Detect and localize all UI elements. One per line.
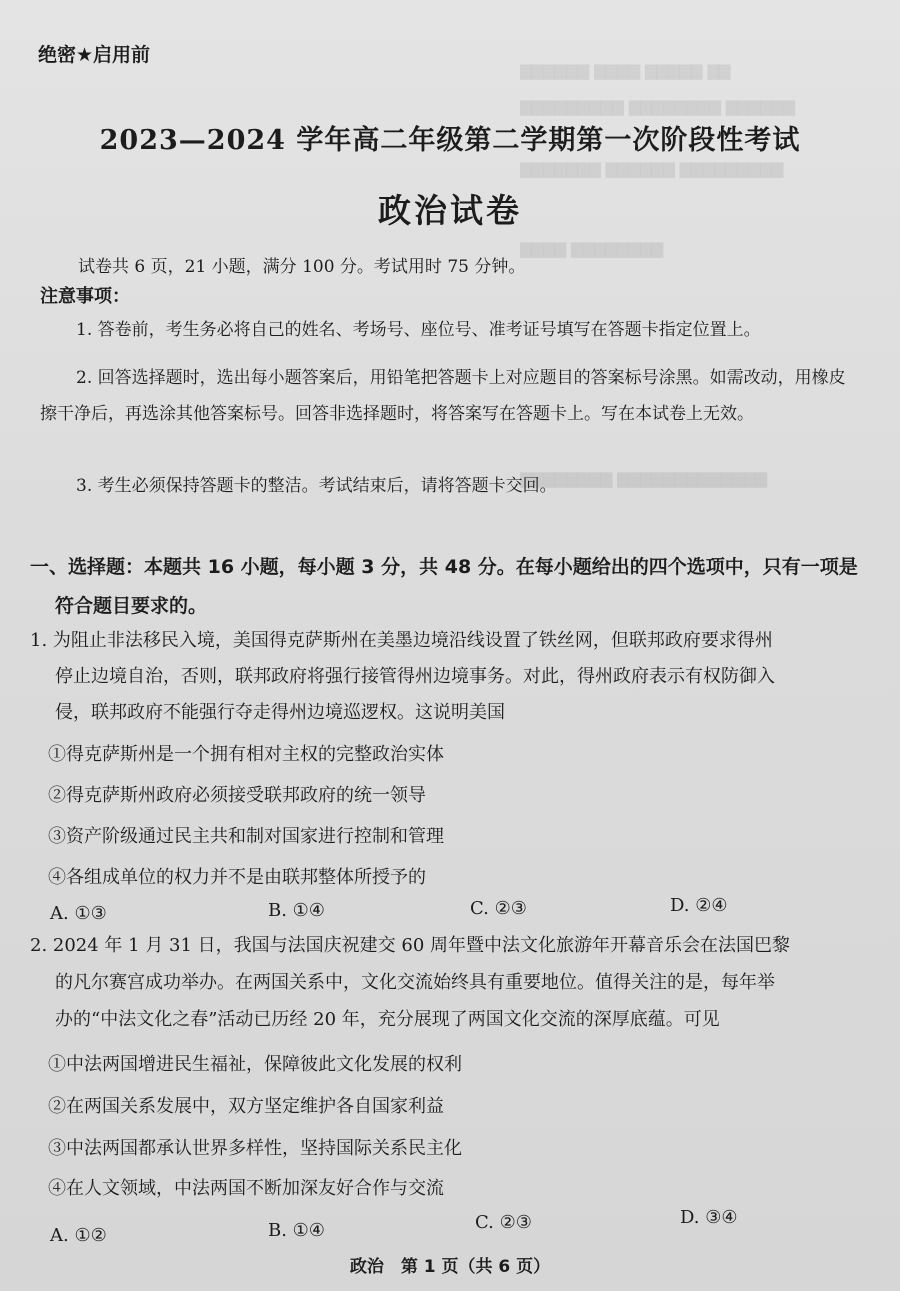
section-heading-line2: 符合题目要求的。	[55, 595, 208, 617]
question-2-option: ②在两国关系发展中，双方坚定维护各自国家利益	[48, 1096, 444, 1117]
show-through-texture: ▇▇▇▇ ▇▇▇▇▇▇▇▇	[520, 240, 664, 258]
exam-info: 试卷共 6 页，21 小题，满分 100 分。考试用时 75 分钟。	[78, 257, 526, 277]
question-2-option: ③中法两国都承认世界多样性，坚持国际关系民主化	[48, 1138, 462, 1159]
section-heading	[30, 548, 860, 626]
question-2-option: ④在人文领域，中法两国不断加深友好合作与交流	[48, 1178, 444, 1199]
question-1-choice-c: C. ②③	[470, 898, 527, 919]
exam-subject-title: 政治试卷	[378, 191, 522, 230]
question-2-choice-a: A. ①②	[50, 1225, 107, 1246]
note-item: 1. 答卷前，考生务必将自己的姓名、考场号、座位号、准考证号填写在答题卡指定位置上。	[76, 320, 761, 340]
show-through-texture: ▇▇▇▇▇▇▇▇▇ ▇▇▇▇▇▇▇▇ ▇▇▇▇▇▇	[520, 98, 795, 116]
question-1-stem-line: 侵，联邦政府不能强行夺走得州边境巡逻权。这说明美国	[55, 702, 505, 723]
question-1-option: ④各组成单位的权力并不是由联邦整体所授予的	[48, 867, 426, 888]
question-2-stem-line: 2. 2024 年 1 月 31 日，我国与法国庆祝建交 60 周年暨中法文化旅游年开幕音乐会在法国巴黎	[30, 935, 791, 956]
question-2-stem-line: 办的“中法文化之春”活动已历经 20 年，充分展现了两国文化交流的深厚底蕴。可见	[55, 1009, 720, 1030]
show-through-texture: ▇▇▇▇▇▇ ▇▇▇▇ ▇▇▇▇▇ ▇▇	[520, 62, 731, 80]
show-through-texture: ▇▇▇▇▇▇▇ ▇▇▇▇▇▇ ▇▇▇▇▇▇▇▇▇	[520, 160, 784, 178]
note-item: 3. 考生必须保持答题卡的整洁。考试结束后，请将答题卡交回。	[76, 476, 557, 496]
question-2-option: ①中法两国增进民生福祉，保障彼此文化发展的权利	[48, 1054, 462, 1075]
question-2-stem-line: 的凡尔赛宫成功举办。在两国关系中，文化交流始终具有重要地位。值得关注的是，每年举	[55, 972, 775, 993]
question-2-choice-d: D. ③④	[680, 1207, 738, 1228]
question-1-option: ②得克萨斯州政府必须接受联邦政府的统一领导	[48, 785, 426, 806]
note-item: 2. 回答选择题时，选出每小题答案后，用铅笔把答题卡上对应题目的答案标号涂黑。如需改动，用橡皮擦干净后，再选涂其他答案标号。回答非选择题时，将答案写在答题卡上。写在本试卷上无效。	[40, 368, 846, 424]
confidential-label: 绝密★启用前	[38, 44, 151, 66]
question-2-choice-c: C. ②③	[475, 1212, 532, 1233]
show-through-texture: ▇▇▇▇▇▇▇▇ ▇▇▇▇▇▇▇▇▇▇▇▇▇	[520, 470, 768, 488]
question-1-option: ①得克萨斯州是一个拥有相对主权的完整政治实体	[48, 744, 444, 765]
question-1-choice-d: D. ②④	[670, 895, 728, 916]
notes-title: 注意事项：	[40, 286, 130, 307]
question-2-choice-b: B. ①④	[268, 1220, 325, 1241]
exam-title: 2023—2024 学年高二年级第二学期第一次阶段性考试	[99, 125, 801, 156]
question-1-stem-line: 1. 为阻止非法移民入境，美国得克萨斯州在美墨边境沿线设置了铁丝网，但联邦政府要求得州	[30, 630, 773, 651]
page-footer: 政治 第 1 页（共 6 页）	[349, 1257, 551, 1277]
section-heading-line1: 一、选择题：本题共 16 小题，每小题 3 分，共 48 分。在每小题给出的四个选项中，只有一项是	[30, 556, 858, 578]
question-1-stem-line: 停止边境自治，否则，联邦政府将强行接管得州边境事务。对此，得州政府表示有权防御入	[55, 666, 775, 687]
question-1-choice-a: A. ①③	[50, 903, 107, 924]
question-1-option: ③资产阶级通过民主共和制对国家进行控制和管理	[48, 826, 444, 847]
question-1-choice-b: B. ①④	[268, 900, 325, 921]
